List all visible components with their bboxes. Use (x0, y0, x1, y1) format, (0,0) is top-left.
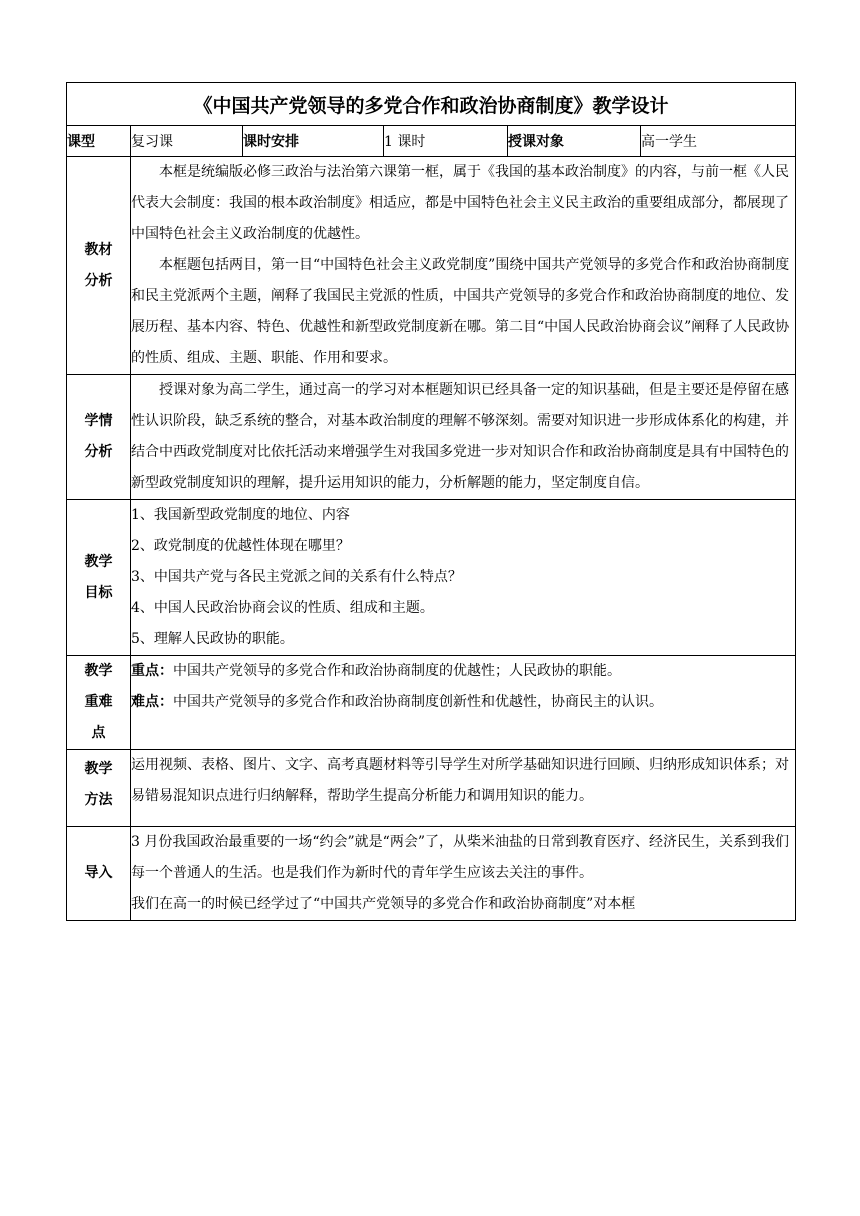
student-analysis-row (67, 375, 796, 500)
teaching-goals-content (131, 500, 796, 656)
section-label-line: 学情 (84, 413, 113, 429)
schedule-value: 1 课时 (384, 126, 508, 157)
section-label (67, 656, 131, 750)
audience-label: 授课对象 (508, 126, 641, 157)
difficult-point-label: 难点： (131, 694, 173, 710)
key-difficult-points-content (131, 656, 796, 750)
course-type-label: 课型 (67, 126, 131, 157)
student-analysis-content (131, 375, 796, 500)
lesson-plan-table (66, 82, 796, 921)
section-label-line: 重难 (84, 694, 113, 710)
teaching-methods-content (131, 750, 796, 827)
difficult-point-text: 中国共产党领导的多党合作和政治协商制度创新性和优越性，协商民主的认识。 (173, 694, 663, 710)
section-label-line: 目标 (84, 584, 113, 601)
schedule-label: 课时安排 (243, 126, 384, 157)
goal-item: 1、我国新型政党制度的地位、内容 (131, 507, 350, 523)
teaching-methods-row (67, 750, 796, 827)
paragraph: 授课对象为高二学生，通过高一的学习对本框题知识已经具备一定的知识基础，但是主要还是停留在感性认识阶段，缺乏系统的整合，对基本政治制度的理解不够深刻。需要对知识进一步形成体系化的构建，并结合中西政党制度对比依托活动来增强学生对我国多党进一步对知识合作和政治协商制度是具有中国特色的新型政党制度知识的理解，提升运用知识的能力，分析解题的能力，坚定制度自信。 (131, 382, 789, 491)
goal-item: 2、政党制度的优越性体现在哪里？ (131, 538, 350, 554)
teaching-goals-row (67, 500, 796, 656)
section-label-line: 方法 (84, 792, 113, 808)
section-label-line: 分析 (84, 272, 113, 289)
introduction-content (131, 827, 796, 921)
section-label (67, 157, 131, 375)
goal-item: 5、理解人民政协的职能。 (131, 631, 294, 647)
goal-item: 3、中国共产党与各民主党派之间的关系有什么特点？ (131, 569, 462, 585)
section-label-line: 分析 (84, 444, 113, 460)
header-row (67, 126, 796, 157)
material-analysis-content (131, 157, 796, 375)
key-point-text: 中国共产党领导的多党合作和政治协商制度的优越性；人民政协的职能。 (173, 663, 621, 679)
paragraph: 我们在高一的时候已经学过了“中国共产党领导的多党合作和政治协商制度”对本框 (131, 896, 636, 912)
section-label (67, 500, 131, 656)
key-difficult-points-row (67, 656, 796, 750)
section-label-line: 导入 (84, 865, 113, 881)
page-title: 《中国共产党领导的多党合作和政治协商制度》教学设计 (67, 83, 796, 126)
goal-item: 4、中国人民政治协商会议的性质、组成和主题。 (131, 600, 434, 616)
audience-value: 高一学生 (641, 126, 796, 157)
section-label (67, 827, 131, 921)
title-row (67, 83, 796, 126)
paragraph: 本框题包括两目，第一目“中国特色社会主义政党制度”围绕中国共产党领导的多党合作和政治协商制度和民主党派两个主题，阐释了我国民主党派的性质，中国共产党领导的多党合作和政治协商制度的地位、发展历程、基本内容、特色、优越性和新型政党制度新在哪。第二目“中国人民政治协商会议”阐释了人民政协的性质、组成、主题、职能、作用和要求。 (131, 257, 790, 366)
section-label-line: 点 (91, 725, 106, 741)
section-label-line: 教学 (84, 663, 113, 679)
paragraph: 3 月份我国政治最重要的一场“约会”就是“两会”了，从柴米油盐的日常到教育医疗、经济民生，关系到我们每一个普通人的生活。也是我们作为新时代的青年学生应该去关注的事件。 (131, 834, 789, 881)
introduction-row (67, 827, 796, 921)
key-point-label: 重点： (131, 663, 173, 679)
section-label (67, 750, 131, 827)
section-label-line: 教学 (84, 761, 113, 777)
paragraph: 本框是统编版必修三政治与法治第六课第一框，属于《我国的基本政治制度》的内容，与前一框《人民代表大会制度：我国的根本政治制度》相适应，都是中国特色社会主义民主政治的重要组成部分，都展现了中国特色社会主义政治制度的优越性。 (131, 164, 789, 242)
paragraph: 运用视频、表格、图片、文字、高考真题材料等引导学生对所学基础知识进行回顾、归纳形成知识体系；对易错易混知识点进行归纳解释，帮助学生提高分析能力和调用知识的能力。 (131, 757, 789, 804)
course-type-value: 复习课 (131, 126, 243, 157)
section-label-line: 教学 (84, 553, 113, 570)
key-point (131, 656, 795, 687)
material-analysis-row (67, 157, 796, 375)
section-label (67, 375, 131, 500)
section-label-line: 教材 (84, 241, 113, 258)
difficult-point (131, 687, 795, 718)
